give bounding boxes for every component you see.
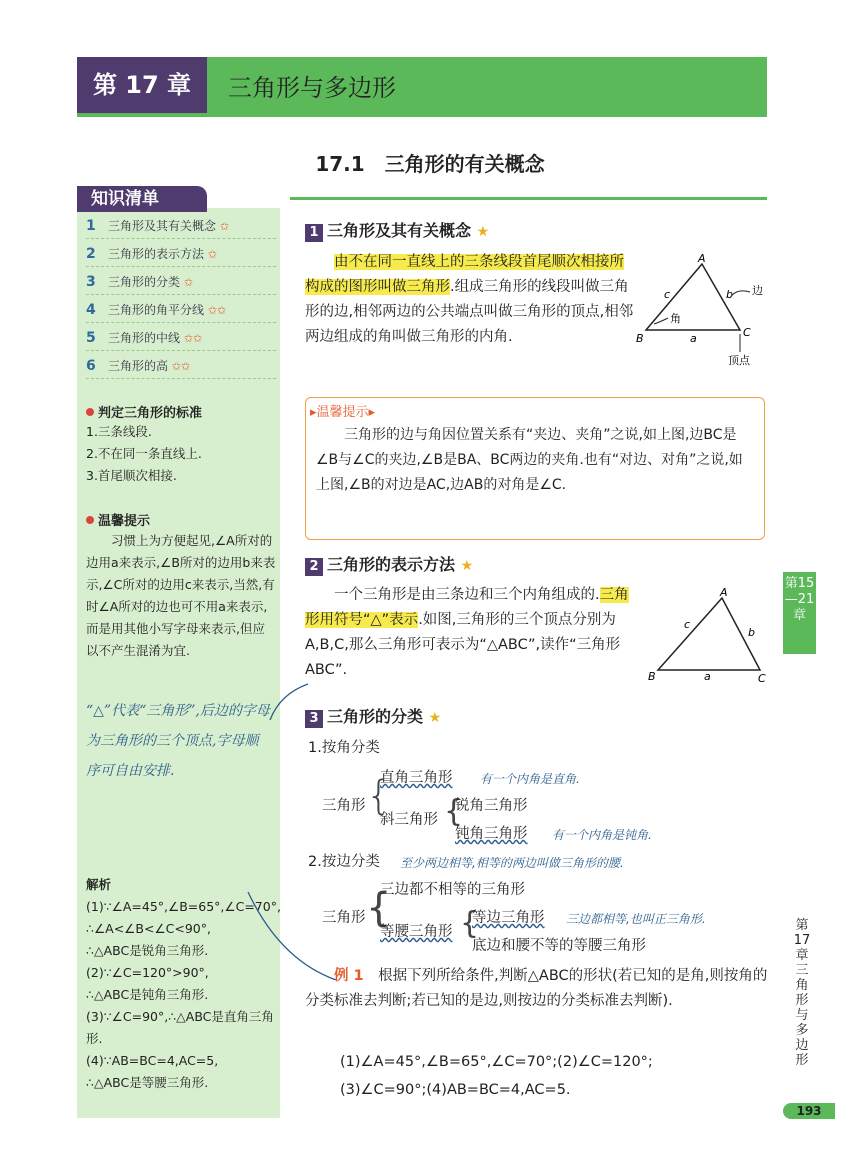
knowledge-item: 6 三角形的高 ✩✩ (86, 354, 276, 379)
svg-text:b: b (748, 626, 755, 639)
chapter-range-tab: 第15—21章 (783, 572, 816, 654)
criteria-list: 1.三条线段. 2.不在同一条直线上. 3.首尾顺次相接. (86, 424, 202, 483)
knowledge-item: 4 三角形的角平分线 ✩✩ (86, 298, 276, 323)
section-2-text: 一个三角形是由三条边和三个内角组成的.三角形用符号“△”表示.如图,三角形的三个顶点分别为A,B,C,那么三角形可表示为“△ABC”,读作“三角形ABC”. (305, 587, 629, 678)
brace: { (366, 885, 392, 931)
example-1: 例 1 根据下列所给条件,判断△ABC的形状(若已知的是角,则按角的分类标准去判断;若已知的是边,则按边的分类标准去判断). (305, 968, 768, 1009)
section-title: 17.1 三角形的有关概念 (315, 152, 545, 176)
note-equilateral: 三边都相等,也叫正三角形. (566, 912, 706, 926)
svg-text:A: A (698, 252, 706, 265)
triangle-figure-1 (636, 252, 766, 372)
triangle-figure-2 (646, 584, 770, 684)
connector-arrows (240, 660, 360, 980)
svg-text:B: B (636, 332, 644, 345)
class-obtuse: 钝角三角形 (455, 826, 528, 842)
svg-text:a: a (704, 670, 711, 683)
section-1-heading: 1 三角形及其有关概念 ★ (305, 218, 489, 242)
criteria-heading: 判定三角形的标准 (86, 402, 202, 421)
example-line-2: (3)∠C=90°;(4)AB=BC=4,AC=5. (340, 1082, 571, 1098)
classify-by-side: 2.按边分类 (308, 854, 380, 870)
page-number: 193 (783, 1103, 835, 1119)
class-isosceles: 等腰三角形 (380, 924, 453, 940)
svg-text:C: C (758, 672, 766, 684)
knowledge-item: 2 三角形的表示方法 ✩ (86, 242, 276, 267)
analysis-block: 解析 (1)∵∠A=45°,∠B=65°,∠C=70°, ∴∠A<∠B<∠C<90°, ∴△ABC是锐角三角形. (2)∵∠C=120°>90°, ∴△ABC是钝角三角形. (3)∵∠C=90°,∴△ABC是直角三角形. (4)∵AB=BC=4,AC=5, ∴△ABC是等腰三角形. (86, 877, 281, 1090)
classify-by-angle: 1.按角分类 (308, 740, 380, 756)
example-line-1: (1)∠A=45°,∠B=65°,∠C=70°;(2)∠C=120°; (340, 1054, 653, 1070)
svg-text:B: B (648, 670, 656, 683)
chapter-number: 第 17 章 (77, 57, 207, 113)
class-acute: 锐角三角形 (455, 798, 528, 814)
classify-root-2: 三角形 (322, 910, 366, 926)
section-divider (290, 197, 767, 200)
knowledge-item: 1 三角形及其有关概念 ✩ (86, 214, 276, 239)
sidebar-tip-text: 习惯上为方便起见,∠A所对的边用a来表示,∠B所对的边用b来表示,∠C所对的边用c来表示,当然,有时∠A所对的边也可不用a来表示,而是用其他小写字母来表示,但应以不产生混淆为宜. (86, 533, 276, 658)
sidebar-tab: 知识清单 (77, 186, 207, 212)
svg-text:角: 角 (670, 312, 681, 325)
svg-text:a: a (690, 332, 697, 345)
class-equilateral: 等边三角形 (472, 910, 545, 926)
knowledge-item: 3 三角形的分类 ✩ (86, 270, 276, 295)
class-oblique: 斜三角形 (380, 812, 438, 828)
chapter-title: 三角形与多边形 (228, 74, 396, 102)
handwritten-note: “△”代表“三角形”,后边的字母为三角形的三个顶点,字母顺序可自由安排. (86, 703, 270, 779)
svg-text:C: C (743, 326, 751, 339)
section-2-heading: 2 三角形的表示方法 ★ (305, 552, 473, 576)
tip-label: ▸温馨提示▸ (310, 405, 376, 420)
class-iso-other: 底边和腰不等的等腰三角形 (472, 938, 646, 954)
class-right: 直角三角形 (380, 770, 453, 786)
vertical-chapter-label: 第17章 三角形与多边形 (793, 918, 811, 1068)
note-obtuse: 有一个内角是钝角. (552, 828, 652, 842)
brace: { (366, 773, 392, 819)
class-scalene: 三边都不相等的三角形 (380, 882, 525, 898)
svg-text:b: b (726, 288, 733, 301)
note-side: 至少两边相等,相等的两边叫做三角形的腰. (400, 856, 624, 870)
tip-text: 三角形的边与角因位置关系有“夹边、夹角”之说,如上图,边BC是∠B与∠C的夹边,∠B是BA、BC两边的夹角.也有“对边、对角”之说,如上图,∠B的对边是AC,边AB的对角是∠C. (316, 427, 743, 493)
note-right: 有一个内角是直角. (480, 772, 580, 786)
svg-text:A: A (720, 586, 728, 599)
brace: { (444, 794, 464, 829)
svg-text:c: c (664, 288, 671, 301)
knowledge-item: 5 三角形的中线 ✩✩ (86, 326, 276, 351)
svg-text:顶点: 顶点 (728, 354, 750, 367)
sidebar-tip-heading: 温馨提示 (86, 510, 150, 529)
classify-root: 三角形 (322, 798, 366, 814)
section-1-text: 由不在同一直线上的三条线段首尾顺次相接所构成的图形叫做三角形.组成三角形的线段叫做三角形的边,相邻两边的公共端点叫做三角形的顶点,相邻两边组成的角叫做三角形的内角. (305, 254, 634, 345)
svg-text:c: c (684, 618, 691, 631)
svg-text:边: 边 (752, 284, 763, 297)
section-3-heading: 3 三角形的分类 ★ (305, 704, 441, 728)
brace: { (460, 906, 480, 941)
